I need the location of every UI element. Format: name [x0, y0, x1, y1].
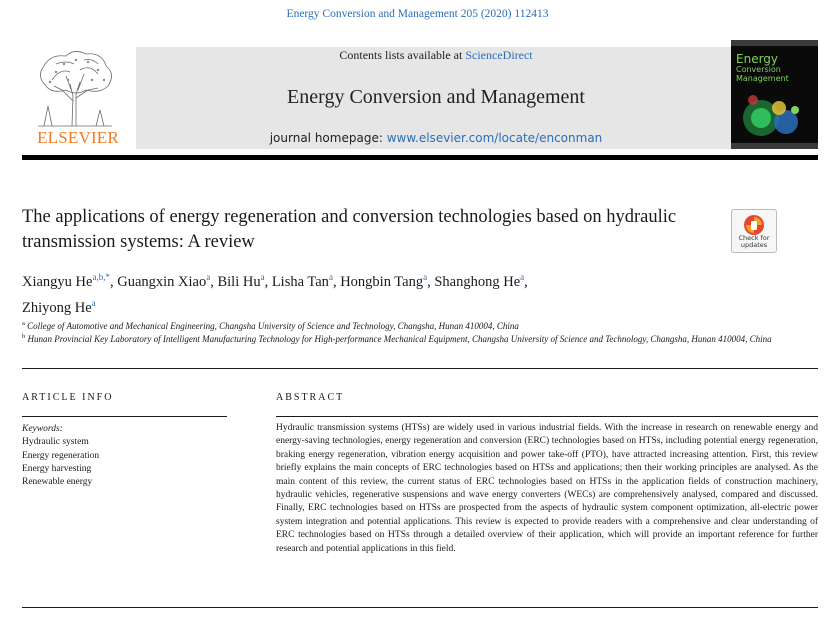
affiliation-marker: b: [22, 333, 26, 340]
publisher-name: ELSEVIER: [37, 128, 119, 147]
journal-cover-image[interactable]: [731, 40, 818, 149]
cover-title-2: Conversion: [736, 65, 781, 74]
keywords-block: [22, 423, 99, 489]
author-affiliation-marker[interactable]: a,b,*: [92, 272, 110, 282]
author-name[interactable]: [22, 297, 96, 316]
journal-homepage: [136, 131, 736, 145]
homepage-link[interactable]: www.elsevier.com/locate/enconman: [386, 131, 603, 145]
keywords-label: Keywords:: [22, 424, 63, 434]
author-affiliation-marker[interactable]: a: [91, 297, 96, 308]
affiliation-text: Hunan Provincial Key Laboratory of Intelligent Manufacturing Technology for High-performance Mechanical Equipment, Changsha University of Science and Technology, Changsha, Hunan 410004, China: [27, 334, 772, 344]
author-separator: ,: [427, 273, 435, 290]
abstract-text: Hydraulic transmission systems (HTSs) are widely used in various industrial fields. With the increase in research on renewable energy and energy-saving technologies, energy regeneration and conversion (ERC) technologies based on HTSs, including potential energy regeneration, braking energy regeneration, vibration energy acquisition and power take-off (PTO), have attracted increasing attention. First, this review briefly explains the main concepts of ERC technologies based on HTSs and applications; then their working principles are analysed. As the main content of this review, the current status of ERC technologies based on HTSs in the application fields of construction machinery, hydraulic vehicles, regenerative suspensions and wave energy converters (WECs) are comprehensively analysed, compared and discussed. Finally, ERC technologies based on HTSs are prospected from the aspects of hydraulic system component optimization, all-electric power system integration and potential applications. This review is expected to provide readers with a comprehensive and clear understanding of ERC technologies based on HTSs through a detailed overview of their application, which will provide an important reference for further research and potential applications in this field.: [276, 423, 818, 554]
author-separator: ,: [264, 273, 272, 290]
journal-citation[interactable]: Energy Conversion and Management 205 (2020) 112413: [286, 8, 549, 20]
author-text: Lisha Tan: [271, 273, 329, 290]
author-name[interactable]: [340, 274, 427, 290]
badge-text-1: Check for: [738, 234, 770, 242]
keyword-item[interactable]: Energy regeneration: [22, 450, 100, 461]
author-separator: ,: [109, 273, 118, 290]
keyword-item[interactable]: Energy harvesting: [22, 463, 92, 474]
cover-title: [736, 54, 789, 83]
author-text: Shanghong He: [434, 273, 521, 290]
author-separator: ,: [332, 273, 341, 290]
author-name[interactable]: [434, 274, 524, 290]
author-text: Bili Hu: [217, 273, 261, 290]
abstract-heading: ABSTRACT: [276, 392, 345, 403]
journal-title[interactable]: Energy Conversion and Management: [287, 86, 585, 108]
article-title: The applications of energy regeneration and conversion technologies based on hydraulic transmission systems: A review: [22, 207, 677, 252]
cover-title-1: Energy: [736, 52, 779, 66]
check-for-updates-button[interactable]: [731, 209, 777, 253]
elsevier-tree-icon: [26, 46, 124, 128]
bottom-rule: [22, 607, 818, 608]
article-info-heading: ARTICLE INFO: [22, 392, 114, 403]
badge-label: [732, 235, 776, 249]
journal-masthead: [22, 38, 818, 151]
author-affiliation-marker[interactable]: a: [520, 272, 525, 282]
author-list: [22, 267, 722, 319]
keyword-item[interactable]: Renewable energy: [22, 477, 93, 488]
author-affiliation-marker[interactable]: a: [260, 272, 265, 282]
homepage-prefix: journal homepage:: [269, 131, 387, 145]
author-affiliation-marker[interactable]: a: [206, 272, 211, 282]
abstract-rule: [276, 416, 818, 417]
section-rule: [22, 368, 818, 369]
author-name[interactable]: [117, 274, 210, 290]
info-rule: [22, 416, 227, 417]
author-separator: ,: [524, 273, 528, 290]
author-text: Zhiyong He: [22, 299, 92, 316]
contents-prefix: Contents lists available at: [339, 48, 466, 62]
author-text: Hongbin Tang: [340, 273, 424, 290]
author-name[interactable]: [217, 274, 264, 290]
contents-line: [136, 48, 736, 63]
author-separator: ,: [210, 273, 218, 290]
keyword-item[interactable]: Hydraulic system: [22, 437, 89, 448]
sciencedirect-link[interactable]: ScienceDirect: [465, 48, 533, 62]
affiliation-marker: a: [22, 320, 25, 327]
cover-title-3: Management: [736, 74, 789, 83]
badge-text-2: updates: [740, 241, 768, 249]
affiliation-b: [22, 330, 782, 346]
author-text: Xiangyu He: [22, 273, 93, 290]
author-affiliation-marker[interactable]: a: [328, 272, 333, 282]
masthead-rule: [22, 155, 818, 160]
author-name[interactable]: [272, 274, 333, 290]
journal-banner: [136, 47, 736, 149]
elsevier-logo[interactable]: [22, 40, 134, 150]
author-text: Guangxin Xiao: [117, 273, 207, 290]
author-name[interactable]: [22, 274, 110, 290]
author-affiliation-marker[interactable]: a: [423, 272, 428, 282]
affiliation-text: College of Automotive and Mechanical Engineering, Changsha University of Science and Technology, Changsha, Hunan 410004, China: [27, 321, 519, 331]
